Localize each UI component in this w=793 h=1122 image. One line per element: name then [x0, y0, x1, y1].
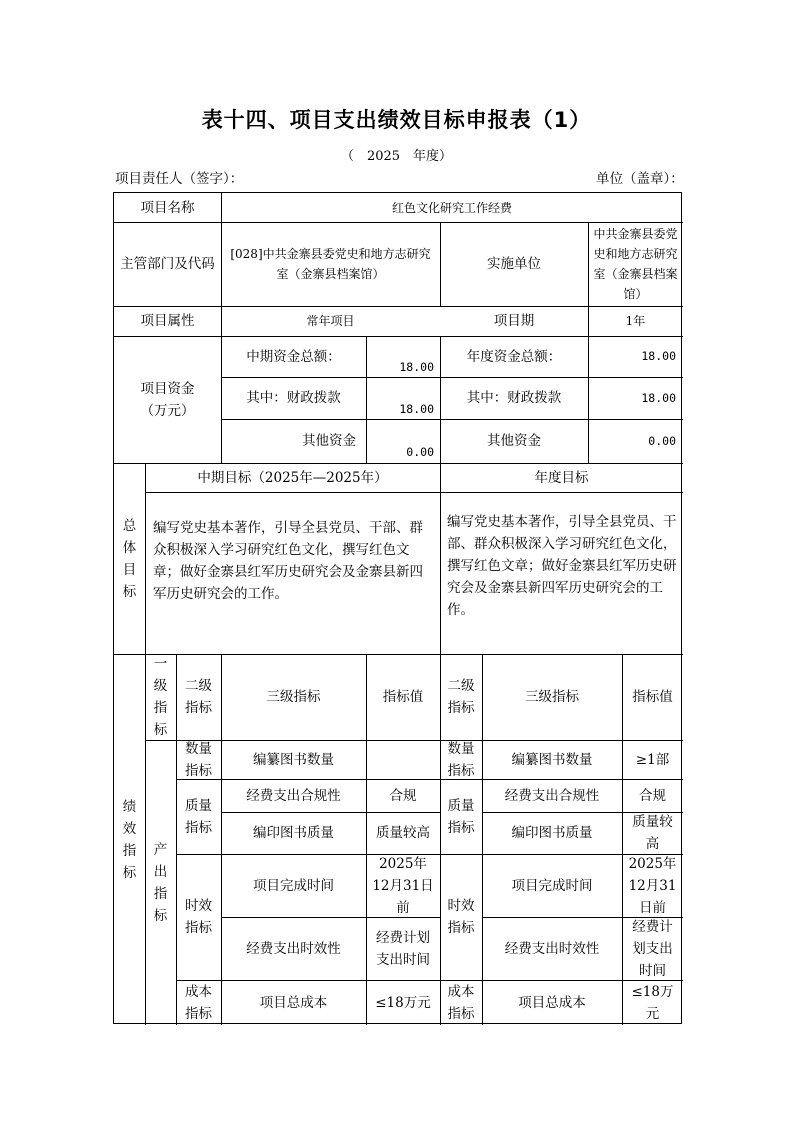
year-indicator-name: 经费支出合规性 [504, 787, 600, 804]
overall-goals-label: 总体目标 [122, 517, 137, 600]
indicator-value: ≤18万元 [375, 994, 431, 1011]
indicator-name: 项目总成本 [259, 994, 328, 1011]
department-label: 主管部门及代码 [120, 256, 215, 272]
indicator-value: 2025年12月31日前 [372, 855, 434, 916]
quantity-indicator-label: 数量指标 [185, 740, 212, 779]
mid-total-value: 18.00 [399, 360, 434, 374]
mid-goal-header: 中期目标（2025年—2025年） [197, 469, 388, 486]
unit-seal-label: 单位（盖章）： [596, 171, 684, 187]
project-attribute-label: 项目属性 [140, 313, 195, 329]
year-indicator-value: 2025年12月31日前 [628, 855, 677, 916]
implementing-unit-label: 实施单位 [487, 256, 541, 272]
table-rule [588, 222, 589, 463]
year-indicator-value: 合规 [639, 787, 666, 804]
project-period-label: 项目期 [493, 313, 535, 329]
level3-header: 三级指标 [266, 689, 321, 705]
mid-fiscal-label: 其中：财政拨款 [246, 390, 341, 406]
indicator-value [366, 740, 440, 779]
report-year: （ 2025 年度） [340, 149, 453, 164]
indicator-value: 质量较高 [376, 825, 430, 841]
indicator-value: 经费计划支出时间 [376, 929, 430, 968]
output-indicator-label: 产出指标 [153, 841, 168, 924]
year-level2-header: 二级指标 [447, 678, 475, 716]
mid-total-label: 中期资金总额： [246, 348, 341, 365]
project-funds-label: 项目资金（万元） [140, 380, 195, 419]
indicator-name: 编纂图书数量 [253, 751, 334, 768]
year-indicator-value: 经费计划支出时间 [632, 918, 673, 979]
table-rule [366, 336, 367, 463]
year-fiscal-label: 其中：财政拨款 [466, 390, 562, 406]
indicator-name: 经费支出时效性 [246, 940, 341, 957]
year-quantity-indicator-label: 数量指标 [447, 740, 475, 779]
goal-table [113, 192, 682, 1024]
year-value-header: 指标值 [632, 689, 673, 705]
year-quality-indicator-label: 质量指标 [447, 797, 475, 836]
mid-fiscal-value: 18.00 [399, 402, 434, 416]
year-indicator-name: 项目总成本 [518, 994, 586, 1011]
mid-other-label: 其他资金 [302, 433, 356, 449]
year-timeliness-indicator-label: 时效指标 [447, 898, 475, 936]
indicator-value: 合规 [389, 787, 417, 804]
indicator-name: 经费支出合规性 [246, 787, 341, 804]
year-indicator-name: 编纂图书数量 [511, 751, 593, 768]
year-goal-header: 年度目标 [534, 469, 589, 486]
year-indicator-value: 质量较高 [632, 814, 673, 852]
department-value: [028]中共金寨县委党史和地方志研究室（金寨县档案馆） [230, 247, 431, 281]
year-indicator-name: 经费支出时效性 [504, 940, 600, 957]
year-indicator-value: ≥1部 [635, 751, 670, 768]
level2-header: 二级指标 [185, 678, 212, 716]
year-cost-indicator-label: 成本指标 [447, 983, 475, 1022]
responsible-person-label: 项目责任人（签字）： [115, 171, 244, 187]
table-rule [145, 492, 683, 493]
indicator-name: 编印图书质量 [253, 825, 334, 841]
timeliness-indicator-label: 时效指标 [185, 898, 212, 936]
level1-header: 一级指标 [153, 656, 168, 738]
performance-indicators-label: 绩效指标 [122, 798, 137, 881]
year-level3-header: 三级指标 [525, 689, 579, 705]
project-name-label: 项目名称 [140, 199, 195, 216]
page-title: 表十四、项目支出绩效目标申报表（1） [201, 108, 592, 132]
year-other-label: 其他资金 [487, 433, 541, 449]
year-total-value: 18.00 [641, 349, 676, 363]
project-attribute-value: 常年项目 [306, 314, 355, 328]
quality-indicator-label: 质量指标 [185, 797, 212, 836]
year-total-label: 年度资金总额： [466, 348, 562, 365]
mid-goal-text: 编写党史基本著作，引导全县党员、干部、群众积极深入学习研究红色文化，撰写红色文章；做好金寨县红军历史研究会及金寨县新四军历史研究会的工作。 [153, 520, 423, 602]
year-other-value: 0.00 [648, 434, 676, 448]
year-indicator-value: ≤18万元 [631, 983, 674, 1022]
value-header: 指标值 [382, 689, 424, 705]
year-fiscal-value: 18.00 [641, 391, 676, 405]
project-period-value: 1年 [625, 314, 646, 328]
mid-other-value: 0.00 [406, 445, 434, 459]
year-indicator-name: 编印图书质量 [511, 825, 593, 841]
implementing-unit-value: 中共金寨县委党史和地方志研究室（金寨县档案馆） [593, 227, 678, 301]
year-goal-text: 编写党史基本著作，引导全县党员、干部、群众积极深入学习研究红色文化，撰写红色文章；做好金寨县红军历史研究会及金寨县新四军历史研究会的工作。 [447, 514, 677, 618]
indicator-name: 项目完成时间 [253, 877, 334, 894]
cost-indicator-label: 成本指标 [185, 983, 212, 1022]
year-indicator-name: 项目完成时间 [511, 877, 593, 894]
project-name-value: 红色文化研究工作经费 [391, 200, 512, 215]
